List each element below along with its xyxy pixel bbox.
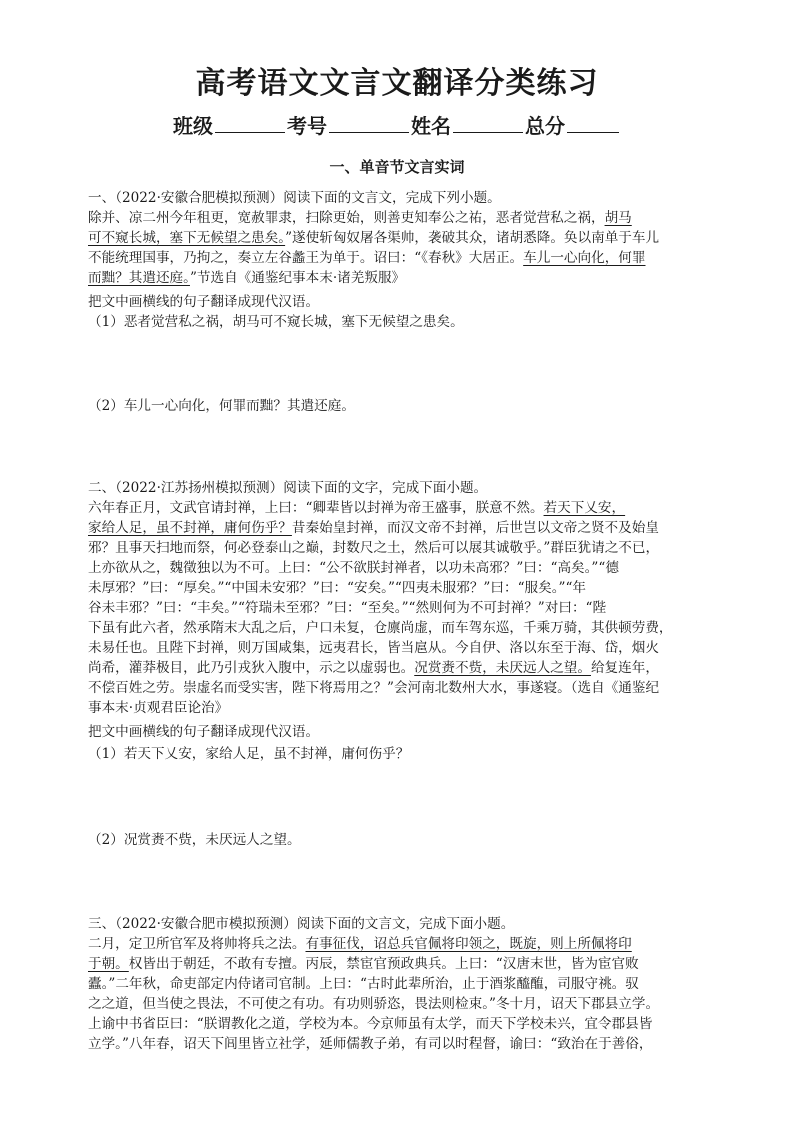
q3-passage-line: 于朝。权皆出于朝廷，不敢有专擅。丙辰，禁宦官预政典兵。上曰：“汉唐末世，皆为宦官败: [88, 956, 639, 972]
name-blank[interactable]: [453, 114, 523, 133]
section-heading: 一、单音节文言实词: [329, 158, 465, 176]
q2-task: 把文中画横线的句子翻译成现代汉语。: [88, 724, 320, 740]
q1-sentence-1: （1）恶者觉营私之祸，胡马可不窥长城，塞下无候望之患矣。: [88, 314, 464, 330]
q1-passage-line: 可不窥长城，塞下无候望之患矣。”遂使斩匈奴屠各渠帅，袭破其众，诸胡悉降。奂以南单于车儿: [88, 230, 660, 246]
q2-passage-line: 未厚邪？”曰：“厚矣。”“中国未安邪？”曰：“安矣。”“四夷未服邪？”曰：“服矣。”“年: [88, 580, 586, 596]
class-blank[interactable]: [215, 114, 285, 133]
q2-passage-line: 上亦欲从之，魏徵独以为不可。上曰：“公不欲朕封禅者，以功未高邪？”曰：“高矣。”“德: [88, 560, 619, 576]
q2-passage-line: 事本末·贞观君臣论治》: [88, 700, 229, 716]
q1-sentence-2: （2）车儿一心向化，何罪而黜？其遣还庭。: [88, 398, 355, 414]
underlined-sentence: 而黜？其遣还庭。: [88, 270, 190, 286]
q2-passage-line: 尚希，灌莽极目，此乃引戎狄入腹中，示之以虚弱也。况赏赉不赀，未厌远人之望。给复连年，: [88, 660, 659, 676]
exam-number-blank[interactable]: [329, 114, 409, 133]
class-label: 班级: [173, 114, 213, 138]
score-blank[interactable]: [567, 114, 619, 133]
q2-sentence-2: （2）况赏赉不赀，未厌远人之望。: [88, 832, 301, 848]
underlined-sentence: 于朝。: [88, 956, 129, 972]
exam-number-label: 考号: [287, 114, 327, 138]
underlined-sentence: 况赏赉不赀，未厌远人之望。: [414, 660, 591, 676]
underlined-sentence: 车儿一心向化，何罪: [523, 250, 646, 266]
q2-passage-line: 家给人足，虽不封禅，庸何伤乎？昔秦始皇封禅，而汉文帝不封禅，后世岂以文帝之贤不及始皇: [88, 520, 659, 536]
q1-intro: 一、（2022·安徽合肥模拟预测）阅读下面的文言文，完成下列小题。: [88, 190, 501, 206]
q1-task: 把文中画横线的句子翻译成现代汉语。: [88, 294, 320, 310]
q1-passage-line: 不能统理国事，乃拘之，奏立左谷蠡王为单于。诏曰：“《春秋》大居正。车儿一心向化，何罪: [88, 250, 646, 266]
page-title: 高考语文文言文翻译分类练习: [195, 66, 599, 101]
q2-sentence-1: （1）若天下乂安，家给人足，虽不封禅，庸何伤乎？: [88, 746, 410, 762]
q3-intro: 三、（2022·安徽合肥市模拟预测）阅读下面的文言文，完成下面小题。: [88, 916, 515, 932]
underlined-sentence: 若天下乂安，: [543, 500, 626, 516]
q2-passage-line: 不偿百姓之劳。崇虚名而受实害，陛下将焉用之？”会河南北数州大水，事遂寝。（选自《通鉴纪: [88, 680, 660, 696]
q3-passage-line: 蠹。”二年秋，命吏部定内侍诸司官制。上曰：“古时此辈所治，止于酒浆醯醢，司服守祧。驭: [88, 976, 639, 992]
q2-passage-line: 六年春正月，文武官请封禅，上曰：“卿辈皆以封禅为帝王盛事，朕意不然。若天下乂安，: [88, 500, 626, 516]
q1-passage-line: 而黜？其遣还庭。”节选自《通鉴纪事本末·诸羌叛服》: [88, 270, 406, 286]
q3-passage-line: 上谕中书省臣曰：“朕谓教化之道，学校为本。今京师虽有太学，而天下学校未兴，宜令郡县皆: [88, 1016, 653, 1032]
q3-passage-line: 之之道，但当使之畏法，不可使之有功。有功则骄恣，畏法则检束。”冬十月，诏天下郡县立学。: [88, 996, 660, 1012]
q2-passage-line: 未易任也。且陛下封禅，则万国咸集，远夷君长，皆当扈从。今自伊、洛以东至于海、岱，烟火: [88, 640, 659, 656]
q1-passage-line: 除并、凉二州今年租更，宽赦罪隶，扫除更始，则善吏知奉公之祐，恶者觉营私之祸，胡马: [88, 210, 632, 226]
underlined-sentence: 可不窥长城，塞下无候望之患矣。: [88, 230, 286, 246]
underlined-sentence: 有事征伐，诏总兵官佩将印领之，既旋，则上所佩将印: [305, 936, 632, 952]
q2-intro: 二、（2022·江苏扬州模拟预测）阅读下面的文字，完成下面小题。: [88, 480, 488, 496]
name-label: 姓名: [411, 114, 451, 138]
q2-passage-line: 谷未丰邪？”曰：“丰矣。”“符瑞未至邪？”曰：“至矣。”“然则何为不可封禅？”对曰：“陛: [88, 600, 607, 616]
underlined-sentence: 家给人足，虽不封禅，庸何伤乎？: [88, 520, 292, 536]
q3-passage-line: 二月，定卫所官军及将帅将兵之法。有事征伐，诏总兵官佩将印领之，既旋，则上所佩将印: [88, 936, 632, 952]
q2-passage-line: 下虽有此六者，然承隋末大乱之后，户口未复，仓廪尚虚，而车驾东巡，千乘万骑，其供顿劳费，: [88, 620, 673, 636]
underlined-sentence: 胡马: [604, 210, 632, 226]
student-info-line: [0, 110, 794, 139]
q3-passage-line: 立学。”八年春，诏天下闾里皆立社学，延师儒教子弟，有司以时程督，谕曰：“致治在于善俗，: [88, 1036, 653, 1052]
q2-passage-line: 邪？且事天扫地而祭，何必登泰山之巅，封数尺之土，然后可以展其诚敬乎。”群臣犹请之不已，: [88, 540, 660, 556]
score-label: 总分: [525, 114, 565, 138]
